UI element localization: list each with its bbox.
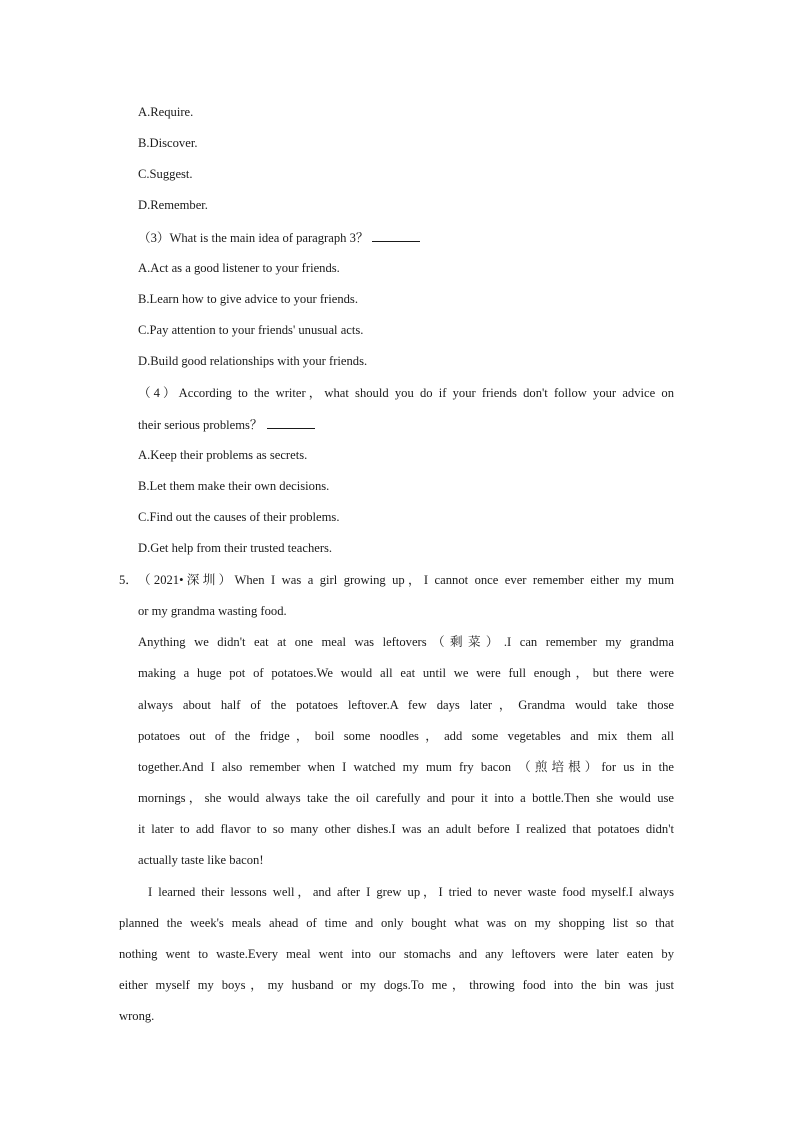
- option-b: B.Discover.: [138, 136, 198, 150]
- question-5-intro-line1: （2021•深圳）When I was a girl growing up，I cannot once ever remember either my mum: [138, 573, 674, 587]
- answer-blank: [267, 416, 315, 429]
- option-d: D.Build good relationships with your friends.: [138, 354, 368, 368]
- question-5-intro-line2: or my grandma wasting food.: [138, 604, 287, 618]
- question-4-stem-line1: （4）According to the writer，what should you do if your friends don't follow your advice on: [138, 386, 674, 400]
- passage-line: planned the week's meals ahead of time and only bought what was on my shopping list so that: [119, 916, 674, 930]
- passage-line: always about half of the potatoes leftover.A few days later，Grandma would take those: [138, 698, 674, 712]
- option-b: B.Let them make their own decisions.: [138, 479, 330, 493]
- passage-line: mornings，she would always take the oil carefully and pour it into a bottle.Then she would use: [138, 791, 674, 805]
- question-4-stem-line2: their serious problems？: [138, 418, 263, 432]
- option-c: C.Pay attention to your friends' unusual acts.: [138, 323, 364, 337]
- option-a: A.Keep their problems as secrets.: [138, 448, 308, 462]
- option-b: B.Learn how to give advice to your friends.: [138, 292, 358, 306]
- option-c: C.Suggest.: [138, 167, 193, 181]
- option-d: D.Remember.: [138, 198, 208, 212]
- passage-line: Anything we didn't eat at one meal was leftovers（剩菜）.I can remember my grandma: [138, 635, 674, 649]
- question-number: 5．: [119, 573, 138, 587]
- passage-line: nothing went to waste.Every meal went into our stomachs and any leftovers were later eaten by: [119, 947, 674, 961]
- question-stem: [138, 229, 420, 246]
- option-a: A.Act as a good listener to your friends.: [138, 261, 340, 275]
- passage-line: wrong.: [119, 1009, 155, 1023]
- question-stem: [138, 416, 315, 433]
- passage-line: it later to add flavor to so many other dishes.I was an adult before I realized that potatoes didn't: [138, 822, 674, 836]
- option-c: C.Find out the causes of their problems.: [138, 510, 340, 524]
- passage-line: actually taste like bacon!: [138, 853, 264, 867]
- passage-line: either myself my boys，my husband or my dogs.To me，throwing food into the bin was just: [119, 978, 674, 992]
- passage-line: making a huge pot of potatoes.We would all eat until we were full enough，but there were: [138, 666, 674, 680]
- option-d: D.Get help from their trusted teachers.: [138, 541, 333, 555]
- passage-line: I learned their lessons well，and after I grew up，I tried to never waste food myself.I always: [148, 885, 674, 899]
- passage-line: together.And I also remember when I watched my mum fry bacon （煎培根）for us in the: [138, 760, 674, 774]
- passage-line: potatoes out of the fridge，boil some noodles，add some vegetables and mix them all: [138, 729, 674, 743]
- answer-blank: [372, 229, 420, 242]
- question-3-text: （3）What is the main idea of paragraph 3？: [138, 231, 369, 245]
- option-a: A.Require.: [138, 105, 194, 119]
